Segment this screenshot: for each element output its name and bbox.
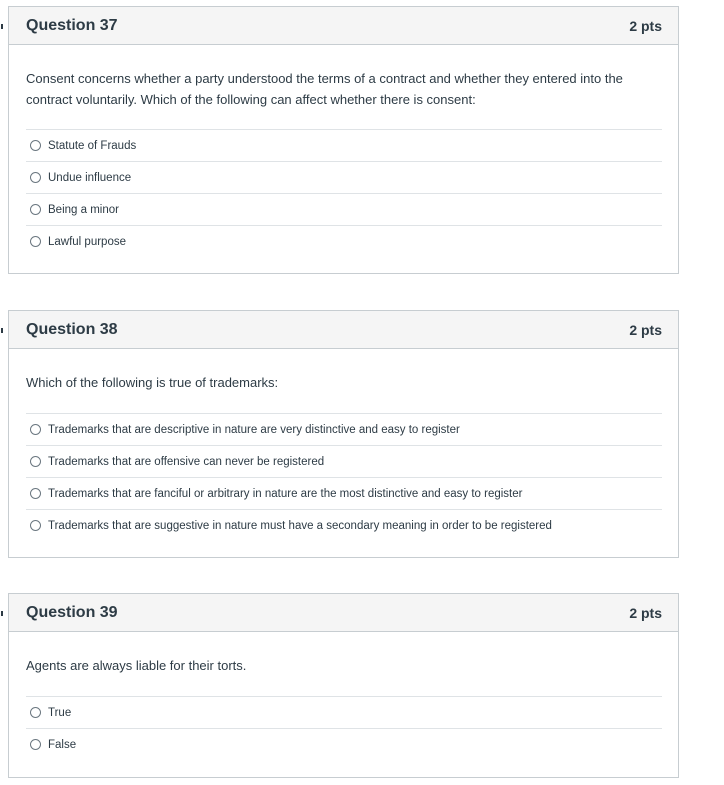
question-37 [8, 6, 679, 274]
question-title: Question 38 [26, 320, 118, 338]
radio-button[interactable] [30, 520, 41, 531]
question-body [9, 45, 678, 257]
answer-option[interactable] [26, 696, 662, 728]
question-body [9, 349, 678, 541]
answer-option[interactable] [26, 225, 662, 257]
answer-label: Lawful purpose [48, 235, 126, 248]
answer-label: Trademarks that are descriptive in nature are very distinctive and easy to register [48, 423, 460, 436]
answer-option[interactable] [26, 413, 662, 445]
question-text: Consent concerns whether a party understood the terms of a contract and whether they entered into the contract voluntarily. Which of the following can affect whether there is consent: [26, 71, 623, 107]
radio-button[interactable] [30, 236, 41, 247]
radio-button[interactable] [30, 707, 41, 718]
radio-button[interactable] [30, 140, 41, 151]
question-text: Which of the following is true of trademarks: [26, 375, 279, 390]
answer-label: Trademarks that are suggestive in nature must have a secondary meaning in order to be registered [48, 519, 552, 532]
question-body [9, 632, 678, 760]
answer-list [26, 129, 662, 257]
question-38 [8, 310, 679, 558]
answer-label: Trademarks that are fanciful or arbitrary in nature are the most distinctive and easy to register [48, 487, 523, 500]
question-points: 2 pts [629, 17, 662, 34]
radio-button[interactable] [30, 456, 41, 467]
question-header [9, 594, 678, 632]
question-title: Question 37 [26, 16, 118, 34]
radio-button[interactable] [30, 739, 41, 750]
answer-option[interactable] [26, 509, 662, 541]
answer-label: False [48, 738, 77, 751]
answer-option[interactable] [26, 477, 662, 509]
question-points: 2 pts [629, 604, 662, 621]
answer-label: Trademarks that are offensive can never be registered [48, 455, 325, 468]
question-39 [8, 593, 679, 778]
radio-button[interactable] [30, 488, 41, 499]
radio-button[interactable] [30, 424, 41, 435]
answer-option[interactable] [26, 445, 662, 477]
question-marker [1, 24, 3, 29]
question-header [9, 7, 678, 45]
answer-list [26, 413, 662, 541]
radio-button[interactable] [30, 172, 41, 183]
question-text: Agents are always liable for their torts. [26, 658, 247, 673]
question-points: 2 pts [629, 321, 662, 338]
answer-option[interactable] [26, 193, 662, 225]
question-marker [1, 611, 3, 616]
answer-option[interactable] [26, 728, 662, 760]
radio-button[interactable] [30, 204, 41, 215]
question-title: Question 39 [26, 603, 118, 621]
answer-label: True [48, 706, 72, 719]
question-header [9, 311, 678, 349]
answer-option[interactable] [26, 161, 662, 193]
answer-list [26, 696, 662, 760]
answer-label: Statute of Frauds [48, 139, 137, 152]
answer-option[interactable] [26, 129, 662, 161]
answer-label: Undue influence [48, 171, 132, 184]
question-marker [1, 328, 3, 333]
answer-label: Being a minor [48, 203, 119, 216]
